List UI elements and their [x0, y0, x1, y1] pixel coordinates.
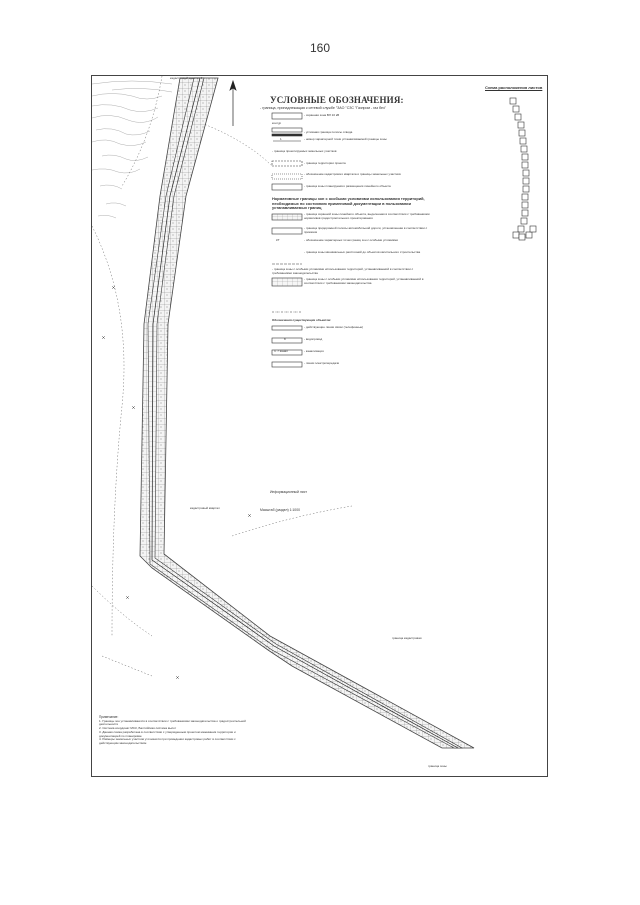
corridor-inner	[148, 78, 462, 748]
legend-item-symbol: 1	[280, 137, 282, 141]
legend-other-item-text: - действующие линии связи (телефонные)	[304, 325, 364, 329]
legend-item-text: - номер характерной точки устанавливаемой границы зоны	[304, 137, 387, 141]
legend-section-item-symbol: КТ	[276, 238, 280, 242]
sheet-layout-scheme	[510, 98, 536, 240]
legend-other-item-text: - линии электропередачи	[304, 361, 340, 365]
top-map-label: кадастровый квартал 1	[170, 76, 203, 80]
boundary-dotted-lines	[92, 76, 352, 676]
legend-other-item-text: - канализация	[304, 349, 324, 353]
legend-section-item-text: - граница придорожной полосы автомобильной дороги, установленная в соответствии с приказом	[304, 226, 428, 234]
legend-title: УСЛОВНЫЕ ОБОЗНАЧЕНИЯ:	[270, 95, 404, 105]
notes-title: Примечание:	[99, 715, 119, 719]
notes-line: 3. Данная схема разработана в соответствии с утвержденным проектом межевания территории и документацией по планировке	[99, 729, 236, 738]
legend-section-item-text: - граница охранной зоны линейного объекта, выделенная в соответствии с требованиями нормативов градостроительного проектирования	[304, 212, 430, 220]
corridor-axis	[152, 78, 458, 748]
map-sheet	[91, 75, 548, 777]
legend-other-heading: Обозначения существующих объектов:	[272, 318, 332, 322]
legend-item-text: - граница зоны планируемого размещения линейного объекта	[304, 184, 391, 188]
notes-block	[99, 716, 255, 746]
north-arrow-icon	[230, 81, 236, 126]
legend-boundary-note: - граница зоны с особыми условиями использования территорий, устанавливаемой в соответствии с требованиями законодательства	[272, 267, 414, 275]
notes-line: 4. Размеры земельных участков уточняются при проведении кадастровых работ в соответствии с действующим законодательством	[99, 737, 236, 745]
notes-line: 2. Система координат МСК, Балтийская система высот	[99, 726, 177, 731]
legend-item-text: - обозначение кадастрового квартала и границы земельных участков	[304, 172, 401, 176]
map-drawing	[92, 76, 548, 777]
page-number: 160	[309, 41, 331, 55]
legend-item-symbol: контур	[272, 121, 282, 125]
legend-item-text: - охранная зона ВЛ 10 кВ	[304, 113, 340, 117]
map-label-left: кадастровый квартал	[190, 506, 220, 510]
legend-section-item-text: - обозначение характерных точек границ зон с особыми условиями	[304, 238, 399, 242]
legend-zone-text: - граница зоны с особыми условиями использования территорий, устанавливаемой в соответствии с требованиями законодательства	[304, 277, 424, 285]
corridor-outer	[140, 78, 474, 748]
info-scale: Масштаб (раздел) 1:1000	[260, 508, 300, 512]
info-title: Информационный лист	[270, 490, 307, 494]
notes-line: 1. Границы зон устанавливаются в соответствии с требованиями законодательства о градостроительной деятельности	[99, 718, 246, 727]
scheme-title: Схема расположения листов	[485, 85, 543, 90]
legend-section-item-text: - граница зоны минимальных расстояний до объектов капитального строительства	[304, 250, 421, 254]
bottom-map-label: граница зоны	[428, 764, 447, 768]
pipeline-corridor	[140, 78, 474, 748]
right-map-label: граница кадастровая	[392, 636, 422, 640]
legend-item-text: - условная граница полосы отвода	[304, 130, 353, 134]
legend-item-text: - граница проектируемых земельных участков	[272, 149, 337, 153]
legend-other-item-text: - водопровод	[304, 337, 323, 341]
legend-other-item-symbol: п. 7 канал	[274, 349, 288, 353]
legend-other-item-symbol: 8	[284, 337, 286, 341]
legend-item-text: - граница территории проекта	[304, 161, 346, 165]
legend-subtitle: - граница, принадлежащая к сетевой службе "ЗАО "СЗС "Газпром - газ без"	[260, 106, 386, 110]
legend-section-heading: Нормативные границы зон с особыми условиями использования территорий, необходимых по состоянию применимой документации в пользовании устанавливаемых границ	[272, 196, 425, 211]
